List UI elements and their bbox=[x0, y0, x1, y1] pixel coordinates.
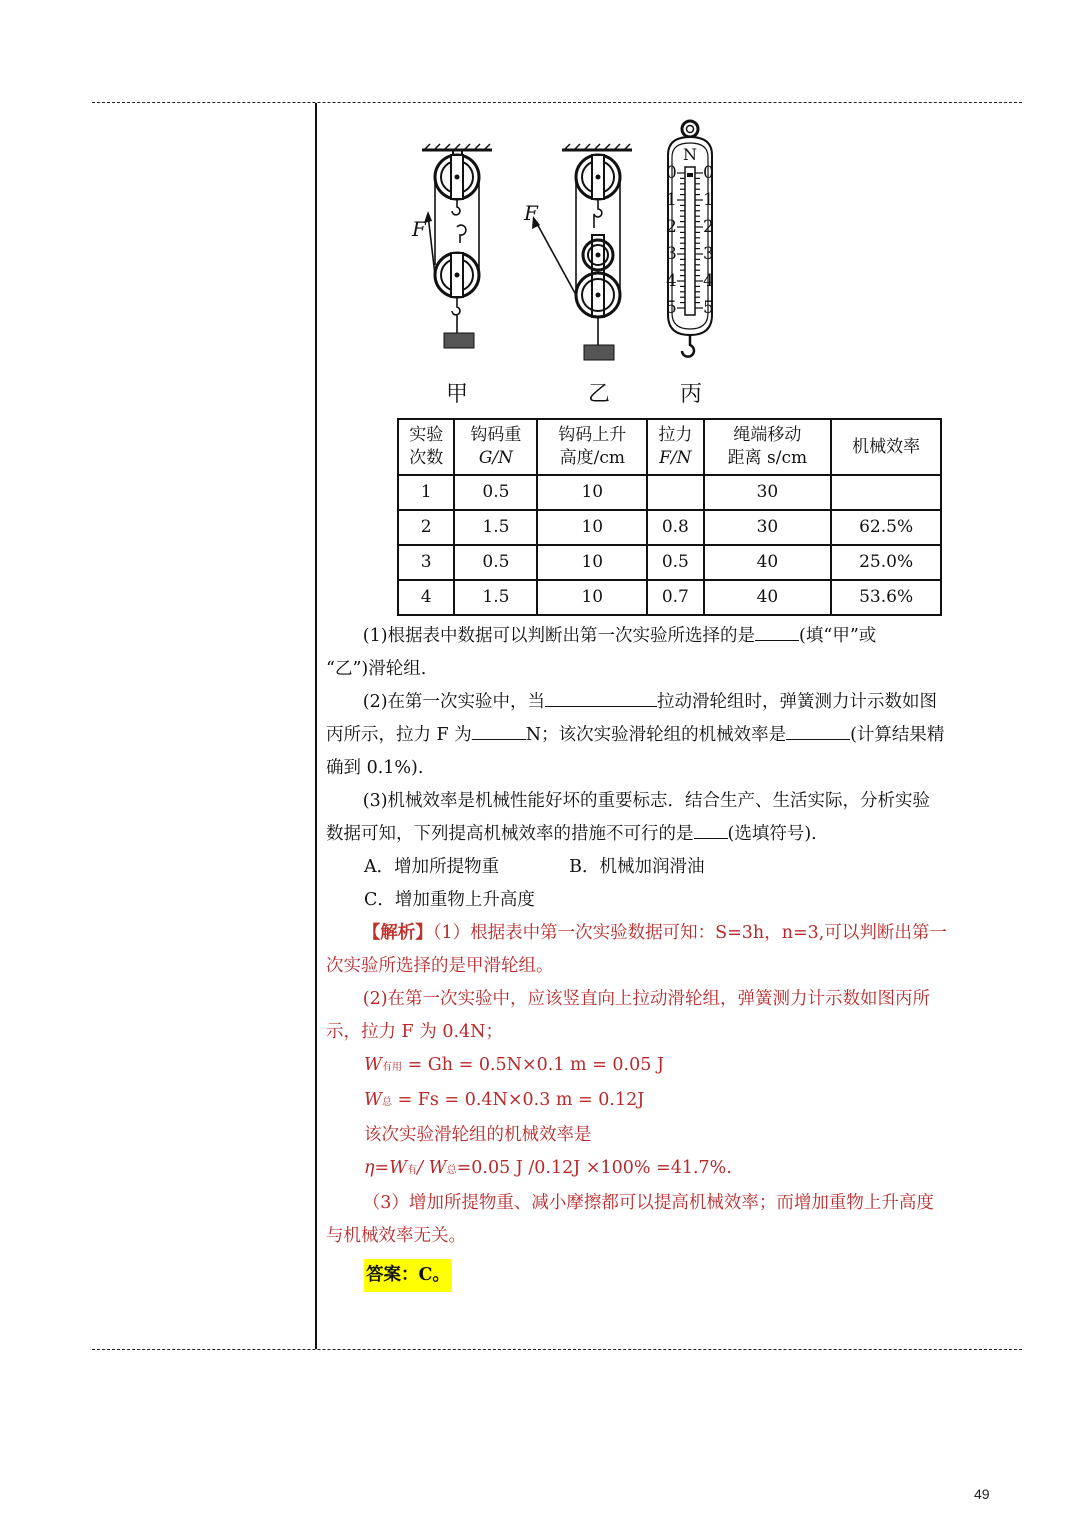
label-bing: 丙 bbox=[680, 382, 703, 407]
cell bbox=[647, 475, 703, 510]
efficiency-text: 该次实验滑轮组的机械效率是 bbox=[364, 1125, 592, 1145]
cell: 2 bbox=[398, 510, 454, 545]
option-a: A．增加所提物重 bbox=[364, 857, 500, 877]
cell: 0.5 bbox=[454, 545, 537, 580]
option-c: C．增加重物上升高度 bbox=[364, 890, 535, 910]
scale-tick-label: 4 bbox=[666, 271, 677, 291]
scale-tick-label: 4 bbox=[703, 271, 714, 291]
question-3-cont: 数据可知，下列提高机械效率的措施不可行的是 (选填符号). bbox=[326, 818, 991, 851]
figure-labels bbox=[400, 115, 740, 415]
header-height: 钩码上升 高度/cm bbox=[537, 419, 647, 475]
analysis-1-cont: 次实验所选择的是甲滑轮组。 bbox=[326, 956, 554, 976]
analysis-tag: 【解析】 bbox=[362, 923, 433, 943]
scale-tick-label: 3 bbox=[666, 244, 677, 264]
table-row bbox=[398, 510, 941, 545]
experiment-table bbox=[397, 418, 942, 616]
cell: 10 bbox=[537, 580, 647, 615]
cell: 1 bbox=[398, 475, 454, 510]
scale-tick-label: 5 bbox=[703, 298, 714, 318]
question-2: (2)在第一次实验中，当 拉动滑轮组时，弹簧测力计示数如图 bbox=[326, 686, 991, 719]
header-weight: 钩码重 G/N bbox=[454, 419, 537, 475]
analysis-3-cont: 与机械效率无关。 bbox=[326, 1226, 466, 1246]
cell: 40 bbox=[704, 545, 832, 580]
scale-tick-label: 1 bbox=[703, 190, 714, 210]
analysis-2: (2)在第一次实验中，应该竖直向上拉动滑轮组，弹簧测力计示数如图丙所 bbox=[362, 989, 931, 1009]
cell: 0.5 bbox=[647, 545, 703, 580]
cell: 40 bbox=[704, 580, 832, 615]
cell: 62.5% bbox=[831, 510, 941, 545]
cell: 10 bbox=[537, 475, 647, 510]
cell: 30 bbox=[704, 475, 832, 510]
scale-tick-label: 0 bbox=[666, 163, 677, 183]
label-jia: 甲 bbox=[446, 382, 469, 407]
header-efficiency: 机械效率 bbox=[831, 419, 941, 475]
force-label-yi: F bbox=[524, 201, 538, 225]
cell: 0.8 bbox=[647, 510, 703, 545]
column-divider bbox=[315, 103, 317, 1349]
page-number: 49 bbox=[974, 1486, 990, 1502]
question-1-cont: “乙”)滑轮组. bbox=[326, 659, 427, 679]
question-content bbox=[326, 620, 991, 1292]
force-label-jia: F bbox=[412, 217, 426, 241]
cell: 30 bbox=[704, 510, 832, 545]
analysis-3: （3）增加所提物重、减小摩擦都可以提高机械效率；而增加重物上升高度 bbox=[362, 1193, 934, 1213]
scale-tick-label: 0 bbox=[703, 163, 714, 183]
cell: 3 bbox=[398, 545, 454, 580]
question-2-cont: 丙所示，拉力 F 为 N；该次实验滑轮组的机械效率是 (计算结果精 bbox=[326, 719, 991, 752]
analysis-1: 【解析】（1）根据表中第一次实验数据可知：S=3h，n=3,可以判断出第一 bbox=[362, 923, 947, 943]
cell: 4 bbox=[398, 580, 454, 615]
scale-tick-label: 5 bbox=[666, 298, 677, 318]
option-b: B．机械加润滑油 bbox=[569, 857, 705, 877]
answer-highlight: 答案：C。 bbox=[364, 1259, 452, 1292]
equation-efficiency: η=W有/ W总=0.05 J /0.12J ×100% =41.7%. bbox=[364, 1158, 732, 1178]
scale-unit-label: N bbox=[683, 145, 697, 164]
table-header-row bbox=[398, 419, 941, 475]
header-distance: 绳端移动 距离 s/cm bbox=[704, 419, 832, 475]
question-2-end: 确到 0.1%). bbox=[326, 758, 424, 778]
cell: 1.5 bbox=[454, 510, 537, 545]
scale-tick-label: 2 bbox=[703, 217, 714, 237]
label-yi: 乙 bbox=[588, 382, 611, 407]
header-force: 拉力 F/N bbox=[647, 419, 703, 475]
equation-total-work: W总 = Fs = 0.4N×0.3 m = 0.12J bbox=[364, 1090, 645, 1110]
cell bbox=[831, 475, 941, 510]
table-row bbox=[398, 580, 941, 615]
equation-useful-work: W有用 = Gh = 0.5N×0.1 m = 0.05 J bbox=[364, 1055, 664, 1075]
scale-tick-label: 3 bbox=[703, 244, 714, 264]
question-3: (3)机械效率是机械性能好坏的重要标志．结合生产、生活实际，分析实验 bbox=[362, 791, 931, 811]
header-trial: 实验 次数 bbox=[398, 419, 454, 475]
cell: 53.6% bbox=[831, 580, 941, 615]
bottom-divider bbox=[92, 1349, 1022, 1350]
options-ab bbox=[326, 851, 991, 884]
cell: 10 bbox=[537, 545, 647, 580]
cell: 0.5 bbox=[454, 475, 537, 510]
scale-tick-label: 2 bbox=[666, 217, 677, 237]
analysis-2-cont: 示，拉力 F 为 0.4N； bbox=[326, 1022, 503, 1042]
top-divider bbox=[92, 102, 1022, 103]
question-1: (1)根据表中数据可以判断出第一次实验所选择的是 (填“甲”或 bbox=[326, 620, 991, 653]
cell: 1.5 bbox=[454, 580, 537, 615]
table-row bbox=[398, 475, 941, 510]
cell: 25.0% bbox=[831, 545, 941, 580]
scale-tick-label: 1 bbox=[666, 190, 677, 210]
cell: 10 bbox=[537, 510, 647, 545]
cell: 0.7 bbox=[647, 580, 703, 615]
table-row bbox=[398, 545, 941, 580]
